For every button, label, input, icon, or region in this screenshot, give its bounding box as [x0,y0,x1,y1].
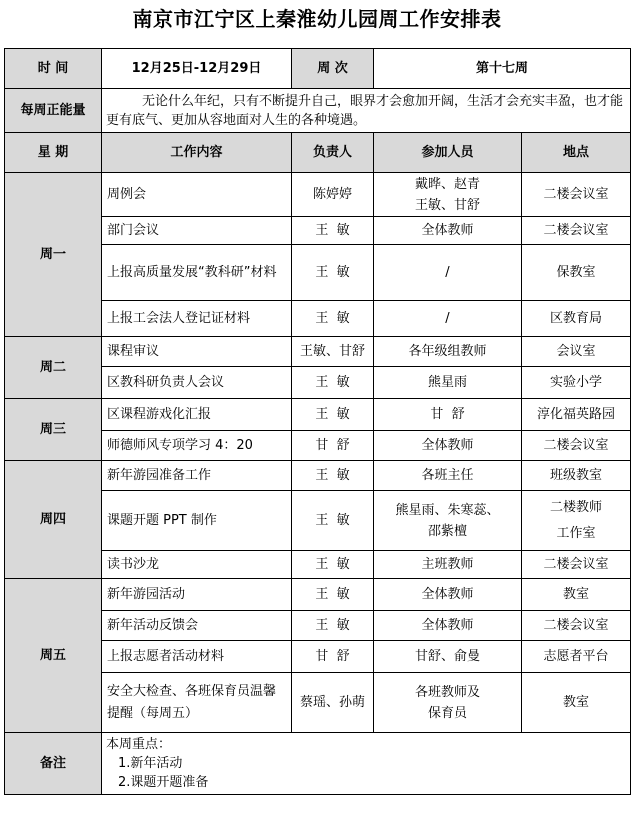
header-row [5,49,631,89]
weekday-cell: 周三 [5,399,102,461]
notes-item: 1.新年活动 [118,756,183,771]
owner-cell: 甘 舒 [292,641,374,673]
weekday-cell: 周四 [5,461,102,579]
location-cell [522,399,631,431]
owner-cell: 王 敏 [292,461,374,491]
location-cell [522,491,631,551]
location-cell [522,579,631,611]
participants-line: 全体教师 [421,587,474,602]
participants-cell [374,611,522,641]
participants-cell [374,217,522,245]
positive-energy-label: 每周正能量 [5,89,102,133]
column-header-row [5,133,631,173]
owner-cell: 王 敏 [292,551,374,579]
location-line: 工作室 [556,525,596,541]
participants-cell [374,491,522,551]
location-line: 志愿者平台 [543,649,609,664]
location-cell [522,173,631,217]
work-content-cell: 课题开题 PPT 制作 [102,491,292,551]
participants-cell [374,579,522,611]
positive-energy-row [5,89,631,133]
owner-cell: 王 敏 [292,301,374,337]
work-content-cell: 师德师风专项学习 4：20 [102,431,292,461]
owner-cell: 王敏、甘舒 [292,337,374,367]
owner-cell: 甘 舒 [292,431,374,461]
weekday-cell: 周一 [5,173,102,337]
schedule-row [5,337,631,367]
work-content-cell: 周例会 [102,173,292,217]
participants-cell [374,367,522,399]
location-line: 二楼会议室 [543,618,609,633]
col-header-owner: 负责人 [292,133,374,173]
participants-line: 各年级组教师 [408,344,487,359]
work-content-cell: 读书沙龙 [102,551,292,579]
location-line: 二楼教师 [550,499,603,515]
owner-cell: 王 敏 [292,611,374,641]
location-line: 二楼会议室 [543,187,609,202]
time-label: 时 间 [5,49,102,89]
participants-line: 熊星雨 [427,375,467,390]
owner-cell: 蔡瑶、孙萌 [292,673,374,733]
participants-line: / [445,311,450,326]
work-content-cell: 安全大检查、各班保育员温馨提醒（每周五） [102,673,292,733]
owner-cell: 王 敏 [292,245,374,301]
owner-cell: 王 敏 [292,217,374,245]
notes-row [5,733,631,795]
owner-cell: 王 敏 [292,367,374,399]
participants-cell [374,245,522,301]
participants-line: 熊星雨、朱寒蕊、 [395,502,500,518]
location-line: 教室 [563,587,590,602]
location-line: 实验小学 [550,375,603,390]
work-content-cell: 新年游园准备工作 [102,461,292,491]
location-line: 二楼会议室 [543,223,609,238]
participants-line: 全体教师 [421,438,474,453]
work-content-cell: 部门会议 [102,217,292,245]
location-line: 二楼会议室 [543,438,609,453]
col-header-location: 地点 [522,133,631,173]
positive-energy-text [102,89,631,133]
participants-line: 全体教师 [421,223,474,238]
work-content-cell: 区教科研负责人会议 [102,367,292,399]
location-cell [522,245,631,301]
notes-label: 备注 [5,733,102,795]
location-line: 二楼会议室 [543,557,609,572]
participants-cell [374,431,522,461]
work-content-cell: 上报工会法人登记证材料 [102,301,292,337]
location-cell [522,337,631,367]
positive-energy-quote: 无论什么年纪，只有不断提升自己，眼界才会愈加开阔，生活才会充实丰盈，也才能更有底气、更加从容地面对人生的各种境遇。 [106,93,624,128]
participants-line: / [445,265,450,280]
work-content-cell: 上报高质量发展“教科研”材料 [102,245,292,301]
participants-cell [374,337,522,367]
location-cell [522,611,631,641]
participants-line: 各班教师及 [414,684,480,700]
owner-cell: 陈婷婷 [292,173,374,217]
page-title: 南京市江宁区上秦淮幼儿园周工作安排表 [132,7,502,31]
location-line: 保教室 [556,265,596,280]
location-cell [522,461,631,491]
week-value: 第十七周 [374,49,631,89]
col-header-participants: 参加人员 [374,133,522,173]
participants-cell [374,399,522,431]
participants-line: 全体教师 [421,618,474,633]
owner-cell: 王 敏 [292,579,374,611]
owner-cell: 王 敏 [292,491,374,551]
location-line: 班级教室 [550,468,603,483]
participants-line: 主班教师 [421,557,474,572]
participants-cell [374,461,522,491]
location-line: 淳化福英路园 [537,407,616,422]
weekday-cell: 周二 [5,337,102,399]
location-cell [522,301,631,337]
location-cell [522,431,631,461]
participants-cell [374,301,522,337]
participants-line: 戴晔、赵青 [414,176,480,192]
col-header-content: 工作内容 [102,133,292,173]
location-cell [522,217,631,245]
work-content-cell: 上报志愿者活动材料 [102,641,292,673]
work-content-cell: 新年活动反馈会 [102,611,292,641]
participants-cell [374,641,522,673]
time-value: 12月25日-12月29日 [102,49,292,89]
participants-line: 各班主任 [421,468,474,483]
location-cell [522,641,631,673]
participants-cell [374,673,522,733]
participants-cell [374,551,522,579]
participants-line: 甘 舒 [430,407,465,422]
participants-line: 甘舒、俞曼 [414,649,480,664]
participants-line: 邵紫檀 [427,523,467,539]
col-header-weekday: 星 期 [5,133,102,173]
participants-line: 王敏、甘舒 [414,197,480,213]
schedule-row [5,173,631,217]
location-line: 区教育局 [550,311,603,326]
location-line: 教室 [563,695,590,710]
schedule-table [4,48,631,795]
location-line: 会议室 [556,344,596,359]
schedule-row [5,399,631,431]
work-content-cell: 新年游园活动 [102,579,292,611]
participants-line: 保育员 [427,705,467,721]
work-content-cell: 课程审议 [102,337,292,367]
participants-cell [374,173,522,217]
notes-content [102,733,631,795]
schedule-row [5,461,631,491]
work-content-cell: 区课程游戏化汇报 [102,399,292,431]
weekday-cell: 周五 [5,579,102,733]
location-cell [522,551,631,579]
week-label: 周 次 [292,49,374,89]
notes-heading: 本周重点： [106,737,172,752]
schedule-row [5,579,631,611]
owner-cell: 王 敏 [292,399,374,431]
location-cell [522,367,631,399]
location-cell [522,673,631,733]
notes-item: 2.课题开题准备 [118,775,209,790]
